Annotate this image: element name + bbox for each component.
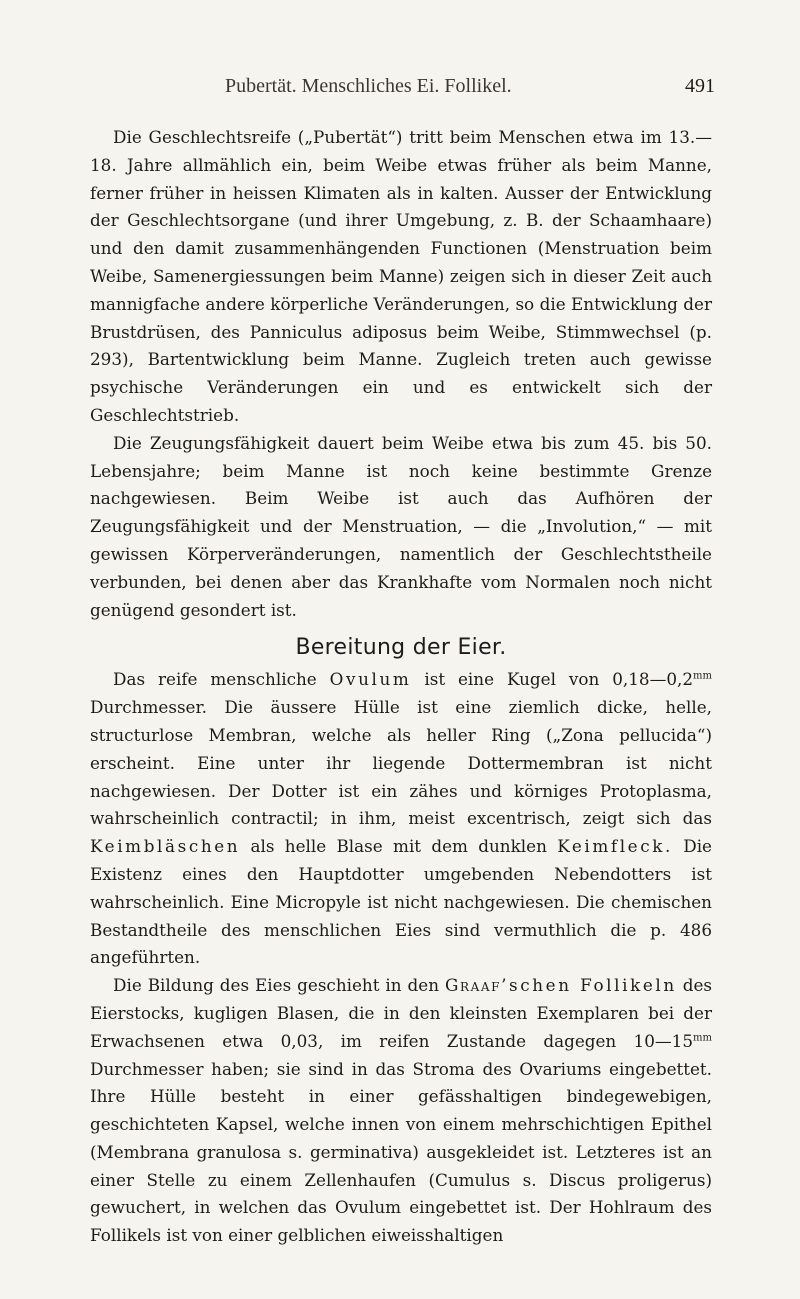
text-run: Die Bildung des Eies geschieht in den: [113, 975, 440, 996]
body-text: [90, 124, 712, 1250]
unit-superscript: mm: [693, 1032, 712, 1044]
term-ovulum: Ovulum: [329, 669, 412, 690]
paragraph-ovum: [90, 666, 712, 972]
paragraph-fertility: Die Zeugungsfähigkeit dauert beim Weibe etwa bis zum 45. bis 50. Lebensjahre; beim Manne ist noch keine bestimmte Grenze nachgewiesen. Beim Weibe ist auch das Aufhören der Zeugungsfähigkeit und der Menstruation, — die „Involution,“ — mit gewissen Körperveränderungen, namentlich der Geschlechtstheile verbunden, bei denen aber das Krankhafte vom Normalen noch nicht genügend gesondert ist.: [90, 432, 712, 620]
term-follikeln: ’schen Follikeln: [501, 975, 677, 996]
unit-superscript: mm: [693, 670, 713, 682]
name-graaf: Graaf: [445, 975, 502, 996]
paragraph-follicle: [90, 972, 712, 1250]
term-keimblaeschen: Keimbläschen: [90, 836, 241, 857]
term-keimfleck: Keimfleck.: [557, 836, 673, 857]
text-run: Durchmesser. Die äussere Hülle ist eine ziemlich dicke, helle, structurlose Membran, welche als heller Ring („Zona pellucida“) erscheint. Eine unter ihr liegende Dottermembran ist nicht nachgewiesen. Der Dotter ist ein zähes und körniges Protoplasma, wahrscheinlich contractil; in ihm, meist excentrisch, zeigt sich das: [90, 697, 712, 829]
page-number: 491: [685, 75, 715, 97]
text-run: Durchmesser haben; sie sind in das Stroma des Ovariums eingebettet. Ihre Hülle besteht in einer gefässhaltigen bindegewebigen, geschichteten Kapsel, welche innen von einem mehrschichtigen Epithel (Membrana granulosa s. germinativa) ausgekleidet ist. Letzteres ist an einer Stelle zu einem Zellenhaufen (Cumulus s. Discus proligerus) gewuchert, in welchen das Ovulum eingebettet ist. Der Hohlraum des Follikels ist von einer gelblichen eiweisshaltigen: [90, 1058, 712, 1246]
paragraph-puberty: Die Geschlechtsreife („Pubertät“) tritt beim Menschen etwa im 13.—18. Jahre allmählich ein, beim Weibe etwas früher als beim Manne, ferner früher in heissen Klimaten als in kalten. Ausser der Entwicklung der Geschlechtsorgane (und ihrer Umgebung, z. B. der Schaamhaare) und den damit zusammenhängenden Functionen (Menstruation beim Weibe, Samenergiessungen beim Manne) zeigen sich in dieser Zeit auch mannigfache andere körperliche Veränderungen, so die Entwicklung der Brustdrüsen, des Panniculus adiposus beim Weibe, Stimmwechsel (p. 293), Bartentwicklung beim Manne. Zugleich treten auch gewisse psychische Veränderungen ein und es entwickelt sich der Geschlechtstrieb.: [90, 127, 712, 425]
text-run: Das reife menschliche: [113, 669, 317, 690]
text-run: des Eierstocks, kugligen Blasen, die in den kleinsten Exemplaren bei der Erwachsenen etwa 0,03, im reifen Zustande dagegen 10—15: [90, 975, 713, 1051]
section-heading: Bereitung der Eier.: [295, 635, 507, 661]
text-run: ist eine Kugel von 0,18—0,2: [424, 669, 694, 690]
running-title: Pubertät. Menschliches Ei. Follikel.: [225, 75, 512, 97]
text-run: Die Existenz eines den Hauptdotter umgebenden Nebendotters ist wahrscheinlich. Eine Micropyle ist nicht nachgewiesen. Die chemischen Bestandtheile des menschlichen Eies sind vermuthlich die p. 486 angeführten.: [90, 836, 712, 968]
text-run: als helle Blase mit dem dunklen: [250, 836, 547, 857]
